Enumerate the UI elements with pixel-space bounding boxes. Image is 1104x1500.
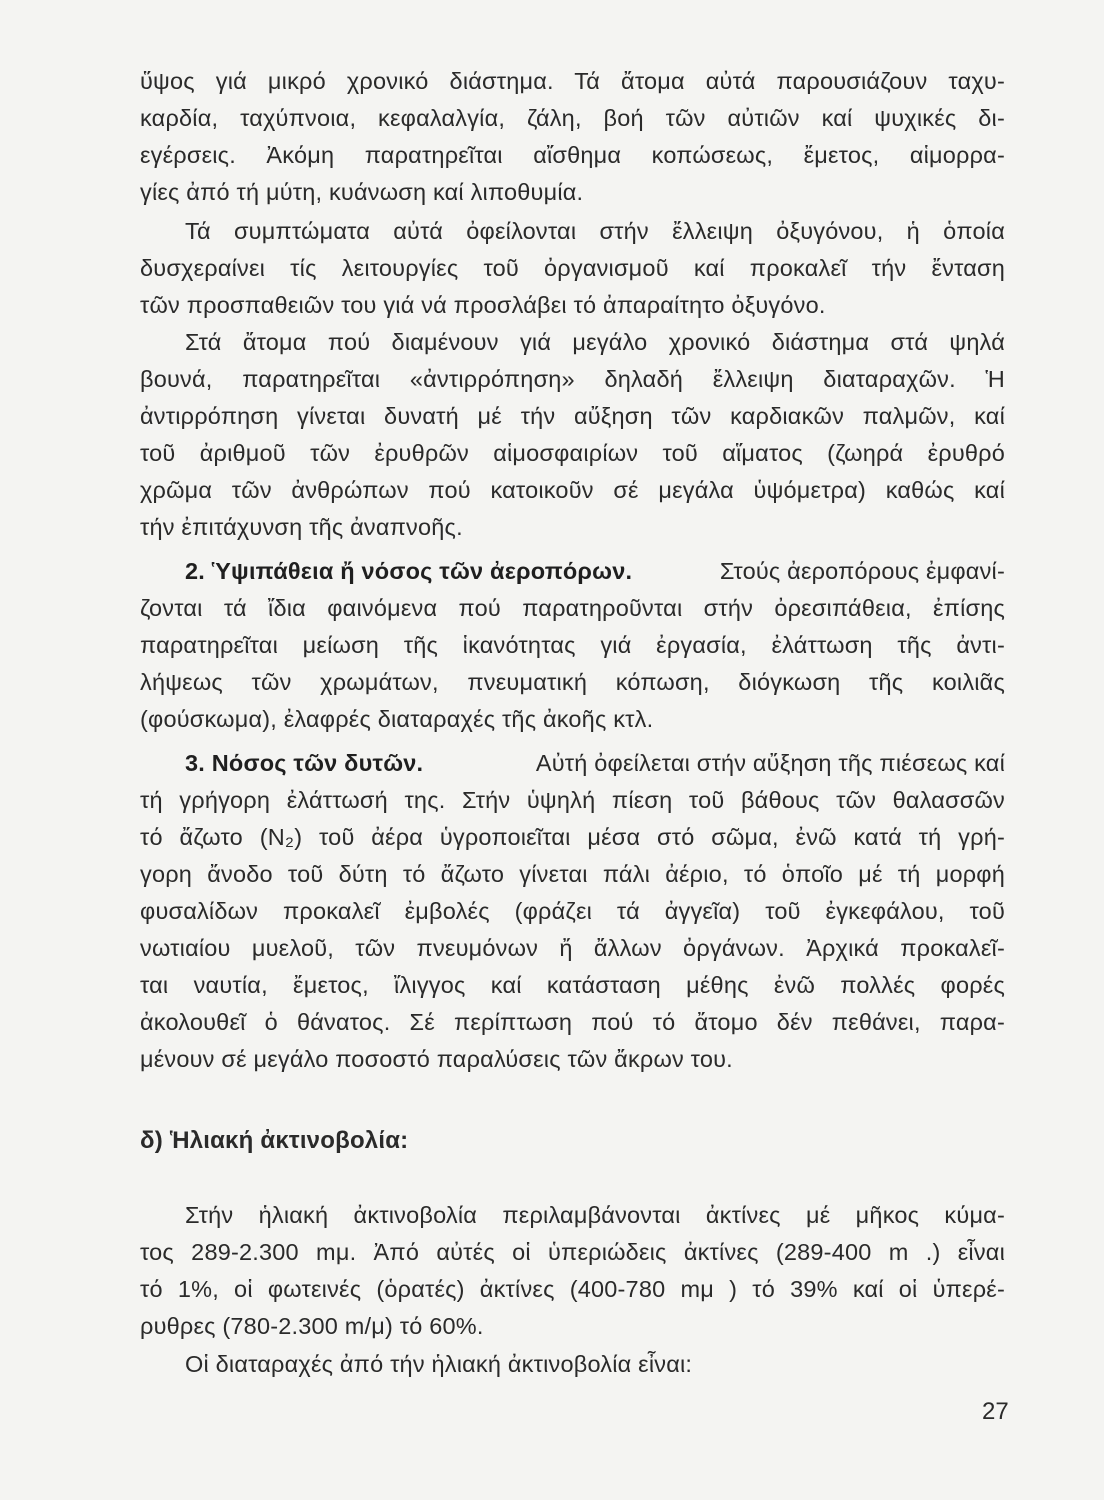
para3-line-1: Στά ἄτομα πού διαμένουν γιά μεγάλο χρονικό διάστημα στά ψηλά [185,329,1005,355]
para2-line-2: δυσχεραίνει τίς λειτουργίες τοῦ ὀργανισμοῦ καί προκαλεῖ τήν ἔνταση [140,255,1005,281]
para4-line-3: τό 1%, οἱ φωτεινές (ὁρατές) ἀκτίνες (400-780 mμ ) τό 39% καί οἱ ὑπερέ- [140,1276,1005,1302]
para1-line-4: γίες ἀπό τή μύτη, κυάνωση καί λιποθυμία. [140,179,584,205]
item3-line-4: γορη ἄνοδο τοῦ δύτη τό ἄζωτο γίνεται πάλι ἀέριο, τό ὁποῖο μέ τή μορφή [140,861,1005,887]
para5-line-1: Οἱ διαταραχές ἀπό τήν ἡλιακή ἀκτινοβολία εἶναι: [185,1351,693,1377]
page-number: 27 [982,1398,1009,1425]
item3-first-line [185,748,1005,778]
item2-line-5: (φούσκωμα), ἐλαφρές διαταραχές τῆς ἀκοῆς κτλ. [140,706,654,732]
para3-line-5: χρῶμα τῶν ἀνθρώπων πού κατοικοῦν σέ μεγάλα ὑψόμετρα) καθώς καί [140,477,1005,503]
para4-line-1: Στήν ἡλιακή ἀκτινοβολία περιλαμβάνονται ἀκτίνες μέ μῆκος κύμα- [185,1202,1005,1228]
item2-first-text: Στούς ἀεροπόρους ἐμφανί- [719,558,1005,584]
item3-line-9: μένουν σέ μεγάλο ποσοστό παραλύσεις τῶν ἄκρων του. [140,1046,733,1072]
item3-line-5: φυσαλίδων προκαλεῖ ἐμβολές (φράζει τά ἀγγεῖα) τοῦ ἐγκεφάλου, τοῦ [140,898,1005,924]
item2-line-4: λήψεως τῶν χρωμάτων, πνευματική κόπωση, διόγκωση τῆς κοιλιᾶς [140,669,1005,695]
para3-line-2: βουνά, παρατηρεῖται «ἀντιρρόπηση» δηλαδή ἔλλειψη διαταραχῶν. Ἡ [140,366,1005,392]
item2-title: 2. Ὑψιπάθεια ἤ νόσος τῶν ἀεροπόρων. [185,558,633,584]
para1-line-2: καρδία, ταχύπνοια, κεφαλαλγία, ζάλη, βοή τῶν αὐτιῶν καί ψυχικές δι- [140,105,1005,131]
para4-line-4: ρυθρες (780-2.300 m/μ) τό 60%. [140,1313,484,1339]
section-heading: δ) Ἡλιακή ἀκτινοβολία: [140,1127,409,1154]
item3-line-3: τό ἄζωτο (N₂) τοῦ ἀέρα ὑγροποιεῖται μέσα στό σῶμα, ἐνῶ κατά τή γρή- [140,824,1005,850]
para3-line-4: τοῦ ἀριθμοῦ τῶν ἐρυθρῶν αἱμοσφαιρίων τοῦ αἵματος (ζωηρά ἐρυθρό [140,440,1005,466]
para1-line-1: ὕψος γιά μικρό χρονικό διάστημα. Τά ἄτομα αὐτά παρουσιάζουν ταχυ- [140,68,1005,94]
item3-line-7: ται ναυτία, ἔμετος, ἴλιγγος καί κατάσταση μέθης ἐνῶ πολλές φορές [140,972,1005,998]
para3-line-3: ἀντιρρόπηση γίνεται δυνατή μέ τήν αὔξηση τῶν καρδιακῶν παλμῶν, καί [140,403,1005,429]
item3-line-8: ἀκολουθεῖ ὁ θάνατος. Σέ περίπτωση πού τό ἄτομο δέν πεθάνει, παρα- [140,1009,1005,1035]
para3-line-6: τήν ἐπιτάχυνση τῆς ἀναπνοῆς. [140,514,463,540]
item2-first-line [185,556,1005,586]
para4-line-2: τος 289-2.300 mμ. Ἀπό αὐτές οἱ ὑπεριώδεις ἀκτίνες (289-400 m .) εἶναι [140,1239,1005,1265]
item3-line-2: τή γρήγορη ἐλάττωσή της. Στήν ὑψηλή πίεση τοῦ βάθους τῶν θαλασσῶν [140,787,1005,813]
item3-line-6: νωτιαίου μυελοῦ, τῶν πνευμόνων ἤ ἄλλων ὀργάνων. Ἀρχικά προκαλεῖ- [140,935,1005,961]
item3-title: 3. Νόσος τῶν δυτῶν. [185,750,424,776]
para1-line-3: εγέρσεις. Ἀκόμη παρατηρεῖται αἴσθημα κοπώσεως, ἔμετος, αἱμορρα- [140,142,1005,168]
para2-line-3: τῶν προσπαθειῶν του γιά νά προσλάβει τό ἀπαραίτητο ὀξυγόνο. [140,292,826,318]
item2-line-3: παρατηρεῖται μείωση τῆς ἱκανότητας γιά ἐργασία, ἐλάττωση τῆς ἀντι- [140,632,1005,658]
item2-line-2: ζονται τά ἴδια φαινόμενα πού παρατηροῦνται στήν ὀρεσιπάθεια, ἐπίσης [140,595,1005,621]
item3-first-text: Αὐτή ὀφείλεται στήν αὔξηση τῆς πιέσεως καί [535,750,1005,776]
para2-line-1: Τά συμπτώματα αὐτά ὀφείλονται στήν ἔλλειψη ὀξυγόνου, ἡ ὁποία [185,218,1005,244]
